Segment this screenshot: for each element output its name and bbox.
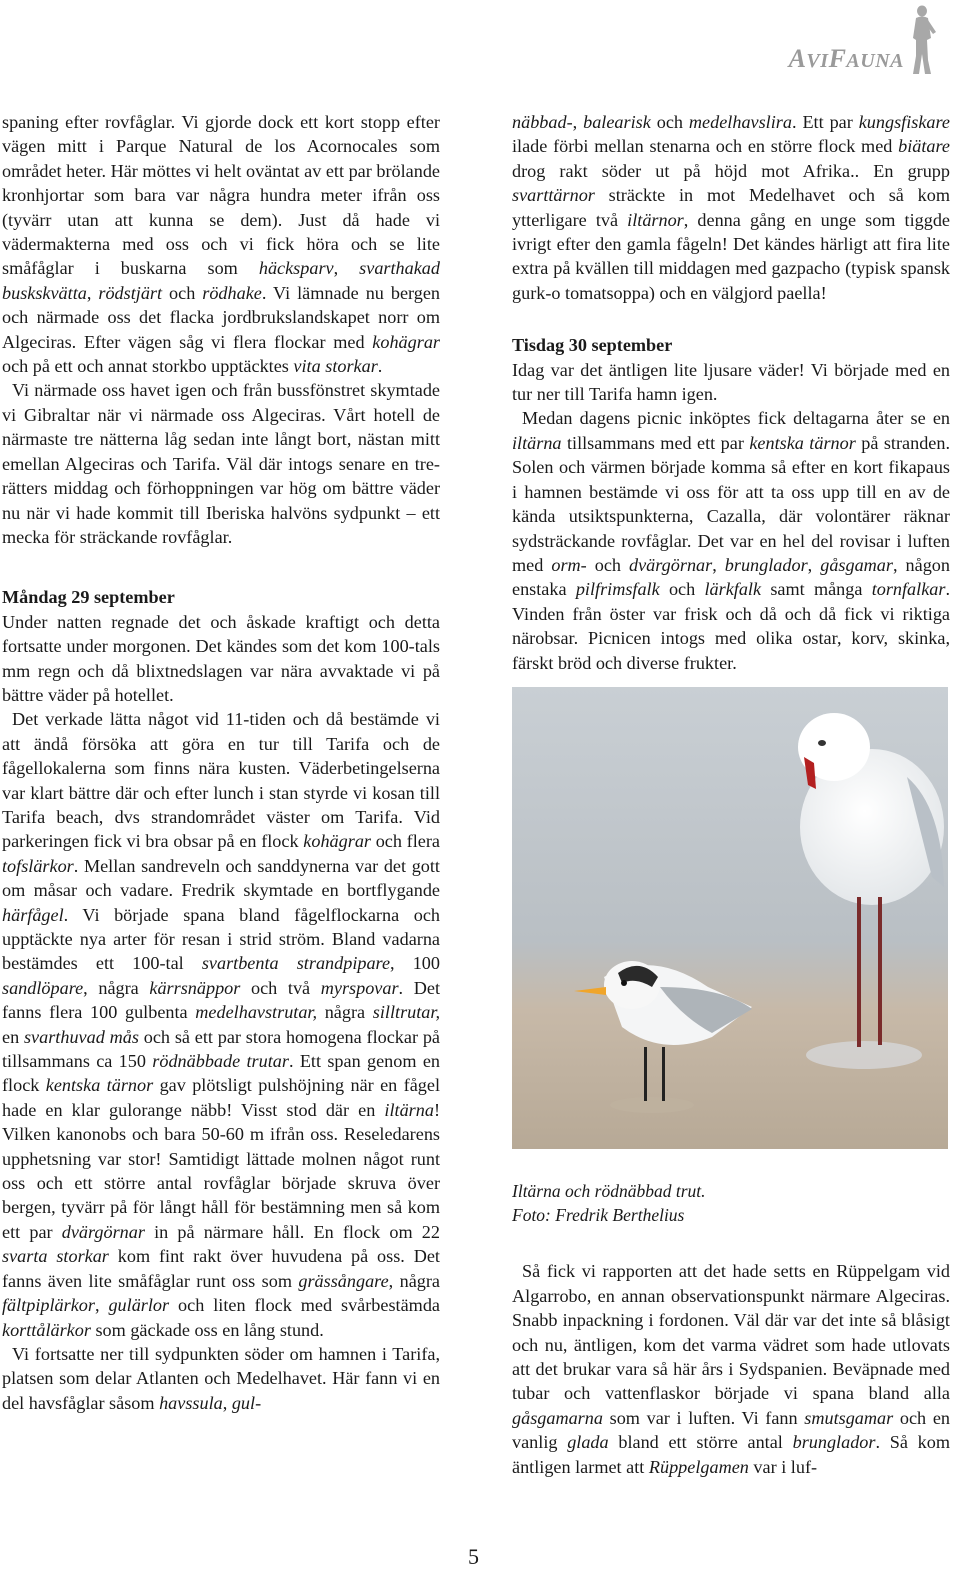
right-column <box>512 110 950 1479</box>
right-paragraph-2: Idag var det äntligen lite ljusare väder! Vi började med en tur ner till Tarifa hamn igen. <box>512 359 950 405</box>
italic-term: svarthuvad mås <box>23 1026 139 1047</box>
italic-term: häcksparv <box>258 258 334 279</box>
left-paragraph-2: Vi närmade oss havet igen och från bussfönstret skymtade vi Gibraltar när vi närmade oss Algeciras. Vårt hotell de närmaste tre nätterna låg sedan inte långt bort, nästan mitt emellan Algeciras och Tarifa. Väl där intogs senare en tre-rätters middag och förhoppningen var hög om bättre väder nu när vi hade kommit till Iberiska halvöns sydpunkt – ett mecka för sträckande rovfåglar. <box>2 380 440 547</box>
italic-term: silltrutar, <box>372 1002 440 1023</box>
italic-term: balearisk <box>583 112 651 132</box>
right-paragraph-3: Medan dagens picnic inköptes fick deltagarna åter se en iltärna tillsammans med ett par kentska tärnor på stranden. Solen och värmen började komma så efter en kort fikapaus i hamnen bestämde vi oss för att ta oss upp till en av de kända utsiktspunkterna, Cazalla, där volontärer räknar sydsträckande rovfåglar. Det var en hel del rovisar i luften med orm- och dvärgörnar, brunglador, gåsgamar, någon enstaka pilfrimsfalk och lärkfalk samt många tornfalkar. Vinden från öster var frisk och då och då fick vi riktiga närobsar. Picnicen intogs med olika ostar, korv, skinka, färskt bröd och diverse frukter. <box>512 408 950 673</box>
left-paragraph-4: Det verkade lätta något vid 11-tiden och då bestämde vi att ändå försöka att göra en tur till Tarifa och de fågellokalerna som finns nära kusten. Väderbetingelserna var klart bättre där och efter lunch i stan styrde vi kosan till Tarifa beach, dvs strandområdet väster om Tarifa. Vid parkeringen fick vi bra obsar på en flock kohägrar och flera tofslärkor. Mellan sandreveln och sanddynerna var det gott om måsar och vadare. Fredrik skymtade en bortflygande härfågel. Vi började spana bland fågelflockarna och upptäckte nya arter för resan i strid ström. Bland vadarna bestämdes ett 100-tal svartbenta strandpipare, 100 sandlöpare, några kärrsnäppor och två myrspovar. Det fanns flera 100 gulbenta medelhavstrutar, några silltrutar, en svarthuvad mås och så ett par stora homogena flockar på tillsammans ca 150 rödnäbbade trutar. Ett span genom en flock kentska tärnor gav plötsligt pulshöjning när en fågel hade en klar gulorange näbb! Visst stod där en iltärna! Vilken kanonobs och bara 50-60 m ifrån oss. Reseledarens upphetsning var stor! Samtidigt lättade molnen något runt oss och ett större antal rovfåglar började skruva över bergen, tyvärr på för långt håll för bestämning men så kom ett par dvärgörnar in på närmare håll. En flock om 22 svarta storkar kom fint rakt över huvudena på oss. Det fanns även lite småfåglar runt oss som grässångare, några fältpiplärkor, gulärlor och liten flock med svårbestämda korttålärkor som gäckade oss en lång stund. <box>2 709 441 1340</box>
italic-term: kentska tärnor <box>749 432 856 453</box>
caption-credit: Foto: Fredrik Berthelius <box>512 1205 685 1226</box>
italic-term: svarthakad buskskvätta <box>2 258 440 303</box>
right-paragraph-1: näbbad-, balearisk och medelhavslira. Ett par kungsfiskare ilade förbi mellan stenarna och en större flock med biätare drog rakt söder ut på höjd mot Afrika.. En grupp svarttärnor sträckte in mot Medelhavet och så kom ytterligare två iltärnor, denna gång en unge som tiggde ivrigt efter den gamla fågeln! Det kändes härligt att fira lite extra på kvällen till middagen med gazpacho (typisk spansk gurk-o tomatsoppa) och en välgjord paella! <box>512 112 950 303</box>
italic-term: iltärnor <box>627 209 684 230</box>
italic-term: svarttärnor <box>512 185 595 206</box>
caption-species: Iltärna och rödnäbbad trut. <box>512 1181 706 1202</box>
italic-term: rödstjärt <box>98 282 163 303</box>
italic-term: kohägrar <box>303 831 371 852</box>
italic-term: grässångare <box>298 1270 389 1291</box>
photo-caption <box>512 1179 950 1227</box>
italic-term: havssula <box>159 1392 223 1413</box>
hiker-silhouette-icon <box>906 4 940 76</box>
left-column <box>2 110 440 1415</box>
italic-term: fältpiplärkor <box>2 1295 95 1316</box>
italic-term: Rüppelgamen <box>648 1456 749 1477</box>
italic-term: brunglador <box>792 1432 876 1453</box>
italic-term: lärkfalk <box>704 579 762 600</box>
italic-term: biätare <box>898 136 950 157</box>
italic-term: rödnäbbad trut <box>594 1181 702 1202</box>
italic-term: rödhake <box>202 282 262 303</box>
right-paragraph-4: Så fick vi rapporten att det hade setts en Rüppelgam vid Algarrobo, en annan observationspunkt närmare Algeciras. Snabb inpackning i fordonen. Väl där var det inte så blåsigt och nu, äntligen, kom det varma vädret som hade utlovats att det brukar vara så här års i Sydspanien. Beväpnade med tubar och vattenflaskor började vi spana bland alla gåsgamarna som var i luften. Vi fann smutsgamar och en vanlig glada bland ett större antal brunglador. Så kom äntligen larmet att Rüppelgamen var i luf- <box>512 1261 950 1477</box>
italic-term: svarta storkar <box>2 1246 109 1267</box>
italic-term: tornfalkar <box>871 579 946 600</box>
italic-term: härfågel <box>2 904 64 925</box>
italic-term: korttålärkor <box>2 1319 91 1340</box>
left-paragraph-5: Vi fortsatte ner till sydpunkten söder om hamnen i Tarifa, platsen som delar Atlanten och Medelhavet. Här fann vi en del havsfåglar såsom havssula, gul- <box>2 1343 440 1413</box>
italic-term: medelhavstrutar, <box>195 1002 318 1023</box>
italic-term: kohägrar <box>372 331 440 352</box>
page-number: 5 <box>468 1544 479 1569</box>
italic-term: iltärna <box>384 1099 434 1120</box>
italic-term: dvärgörnar <box>61 1221 145 1242</box>
italic-term: svartbenta strandpipare <box>201 953 391 974</box>
italic-term: tofslärkor <box>2 855 74 876</box>
italic-term: myrspovar <box>320 977 399 998</box>
italic-term: näbbad- <box>512 112 573 132</box>
italic-term: kentska tärnor <box>45 1075 154 1096</box>
left-paragraph-1: spaning efter rovfåglar. Vi gjorde dock ett kort stopp efter vägen mitt i Parque Natural de los Acornocales som området heter. Här möttes vi helt oväntat av ett par brölande kronhjortar som bara var några hundra meter ifrån oss (tyvärr utan att kunna se dem). Just då hade vi vädermakterna med oss och vi fick höra och se lite småfåglar i buskarna som häcksparv, svarthakad buskskvätta, rödstjärt och rödhake. Vi lämnade nu bergen och närmade oss det flacka jordbrukslandskapet norr om Algeciras. Efter vägen såg vi flera flockar med kohägrar och på ett och annat storkbo upptäcktes vita storkar. <box>2 112 440 377</box>
italic-term: sandlöpare <box>2 977 84 998</box>
italic-term: gul- <box>231 1392 262 1413</box>
italic-term: orm- <box>551 554 587 575</box>
italic-term: kärrsnäppor <box>149 977 241 998</box>
avifauna-logo <box>770 4 940 76</box>
italic-term: brunglador <box>724 554 808 575</box>
bird-photo <box>512 687 948 1149</box>
italic-term: gåsgamar <box>820 554 893 575</box>
italic-term: gulärlor <box>108 1295 170 1316</box>
italic-term: kungsfiskare <box>858 112 950 132</box>
italic-term: iltärna <box>512 432 562 453</box>
italic-term: smutsgamar <box>804 1407 894 1428</box>
section-heading-monday: Måndag 29 september <box>2 587 175 608</box>
italic-term: gåsgamarna <box>512 1407 603 1428</box>
logo-text: AVIFAUNA <box>788 44 904 73</box>
italic-term: medelhavslira <box>688 112 792 132</box>
section-heading-tuesday: Tisdag 30 september <box>512 335 673 356</box>
left-paragraph-3: Under natten regnade det och åskade kraftigt och detta fortsatte under morgonen. Det kändes som det kom 100-tals mm regn och då blixtnedslagen var nära avvaktade vi på bättre väder på hotellet. <box>2 611 440 705</box>
italic-term: dvärgörnar <box>629 554 713 575</box>
italic-term: Iltärna <box>512 1181 561 1202</box>
italic-term: rödnäbbade trutar <box>152 1051 289 1072</box>
italic-term: glada <box>567 1432 609 1453</box>
italic-term: pilfrimsfalk <box>575 579 660 600</box>
italic-term: vita storkar <box>293 356 378 377</box>
